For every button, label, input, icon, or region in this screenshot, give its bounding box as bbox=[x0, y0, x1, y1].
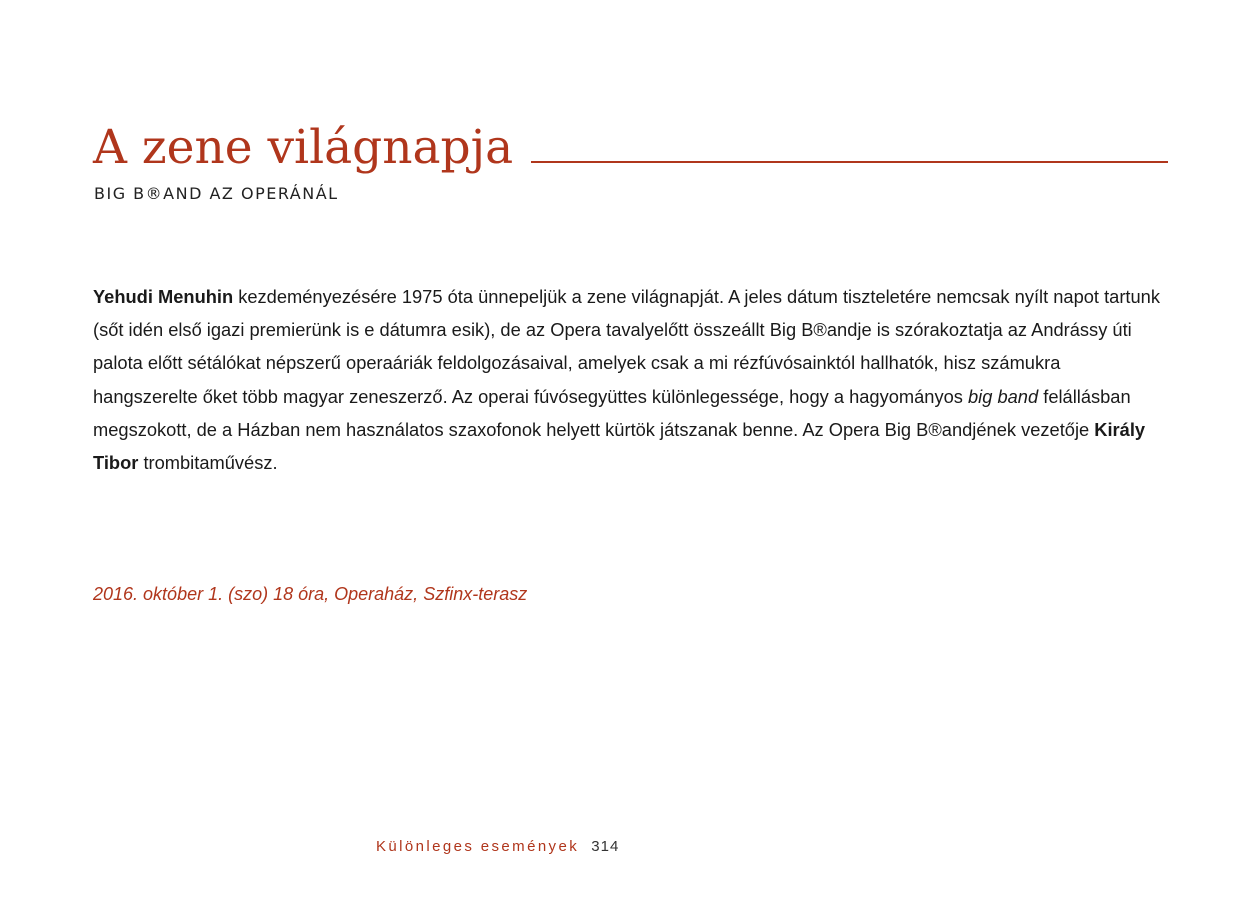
body-paragraph bbox=[93, 280, 1168, 479]
italic-term: big band bbox=[968, 385, 1039, 407]
body-text-part-2: felállásban megszokott, de a Házban nem használatos szaxofonok helyett kürtök játszanak benne. Az Opera Big B®andjének vezetője bbox=[93, 385, 1131, 440]
lead-name: Yehudi Menuhin bbox=[93, 286, 234, 307]
page-title: A zene világnapja bbox=[93, 120, 514, 175]
event-date-place: 2016. október 1. (szo) 18 óra, Operaház, Szfinx-terasz bbox=[93, 584, 528, 604]
title-row bbox=[93, 120, 1168, 176]
body-text-part-1: kezdeményezésére 1975 óta ünnepeljük a zene világnapját. A jeles dátum tiszteletére nemcsak nyílt napot tartunk (sőt idén első igazi premierünk is e dátumra esik), de az Opera tavalyelőtt összeállt Big B®andje is szórakoztatja az Andrássy úti palota előtt sétálókat népszerű operaáriák feldolgozásaival, amelyek csak a mi rézfúvósainktól hallhatók, hisz számukra hangszerelte őket több magyar zeneszerző. Az operai fúvósegyüttes különlegessége, hogy a hagyományos bbox=[93, 286, 1160, 407]
body-text-part-3: trombitaművész. bbox=[138, 452, 278, 474]
leader-name: Király Tibor bbox=[93, 418, 1146, 474]
page-subtitle: BIG B®AND AZ OPERÁNÁL bbox=[94, 184, 339, 203]
page-number: 314 bbox=[591, 838, 620, 855]
page-footer bbox=[376, 838, 619, 855]
title-rule bbox=[531, 161, 1168, 163]
footer-section-title: Különleges események bbox=[376, 838, 580, 855]
